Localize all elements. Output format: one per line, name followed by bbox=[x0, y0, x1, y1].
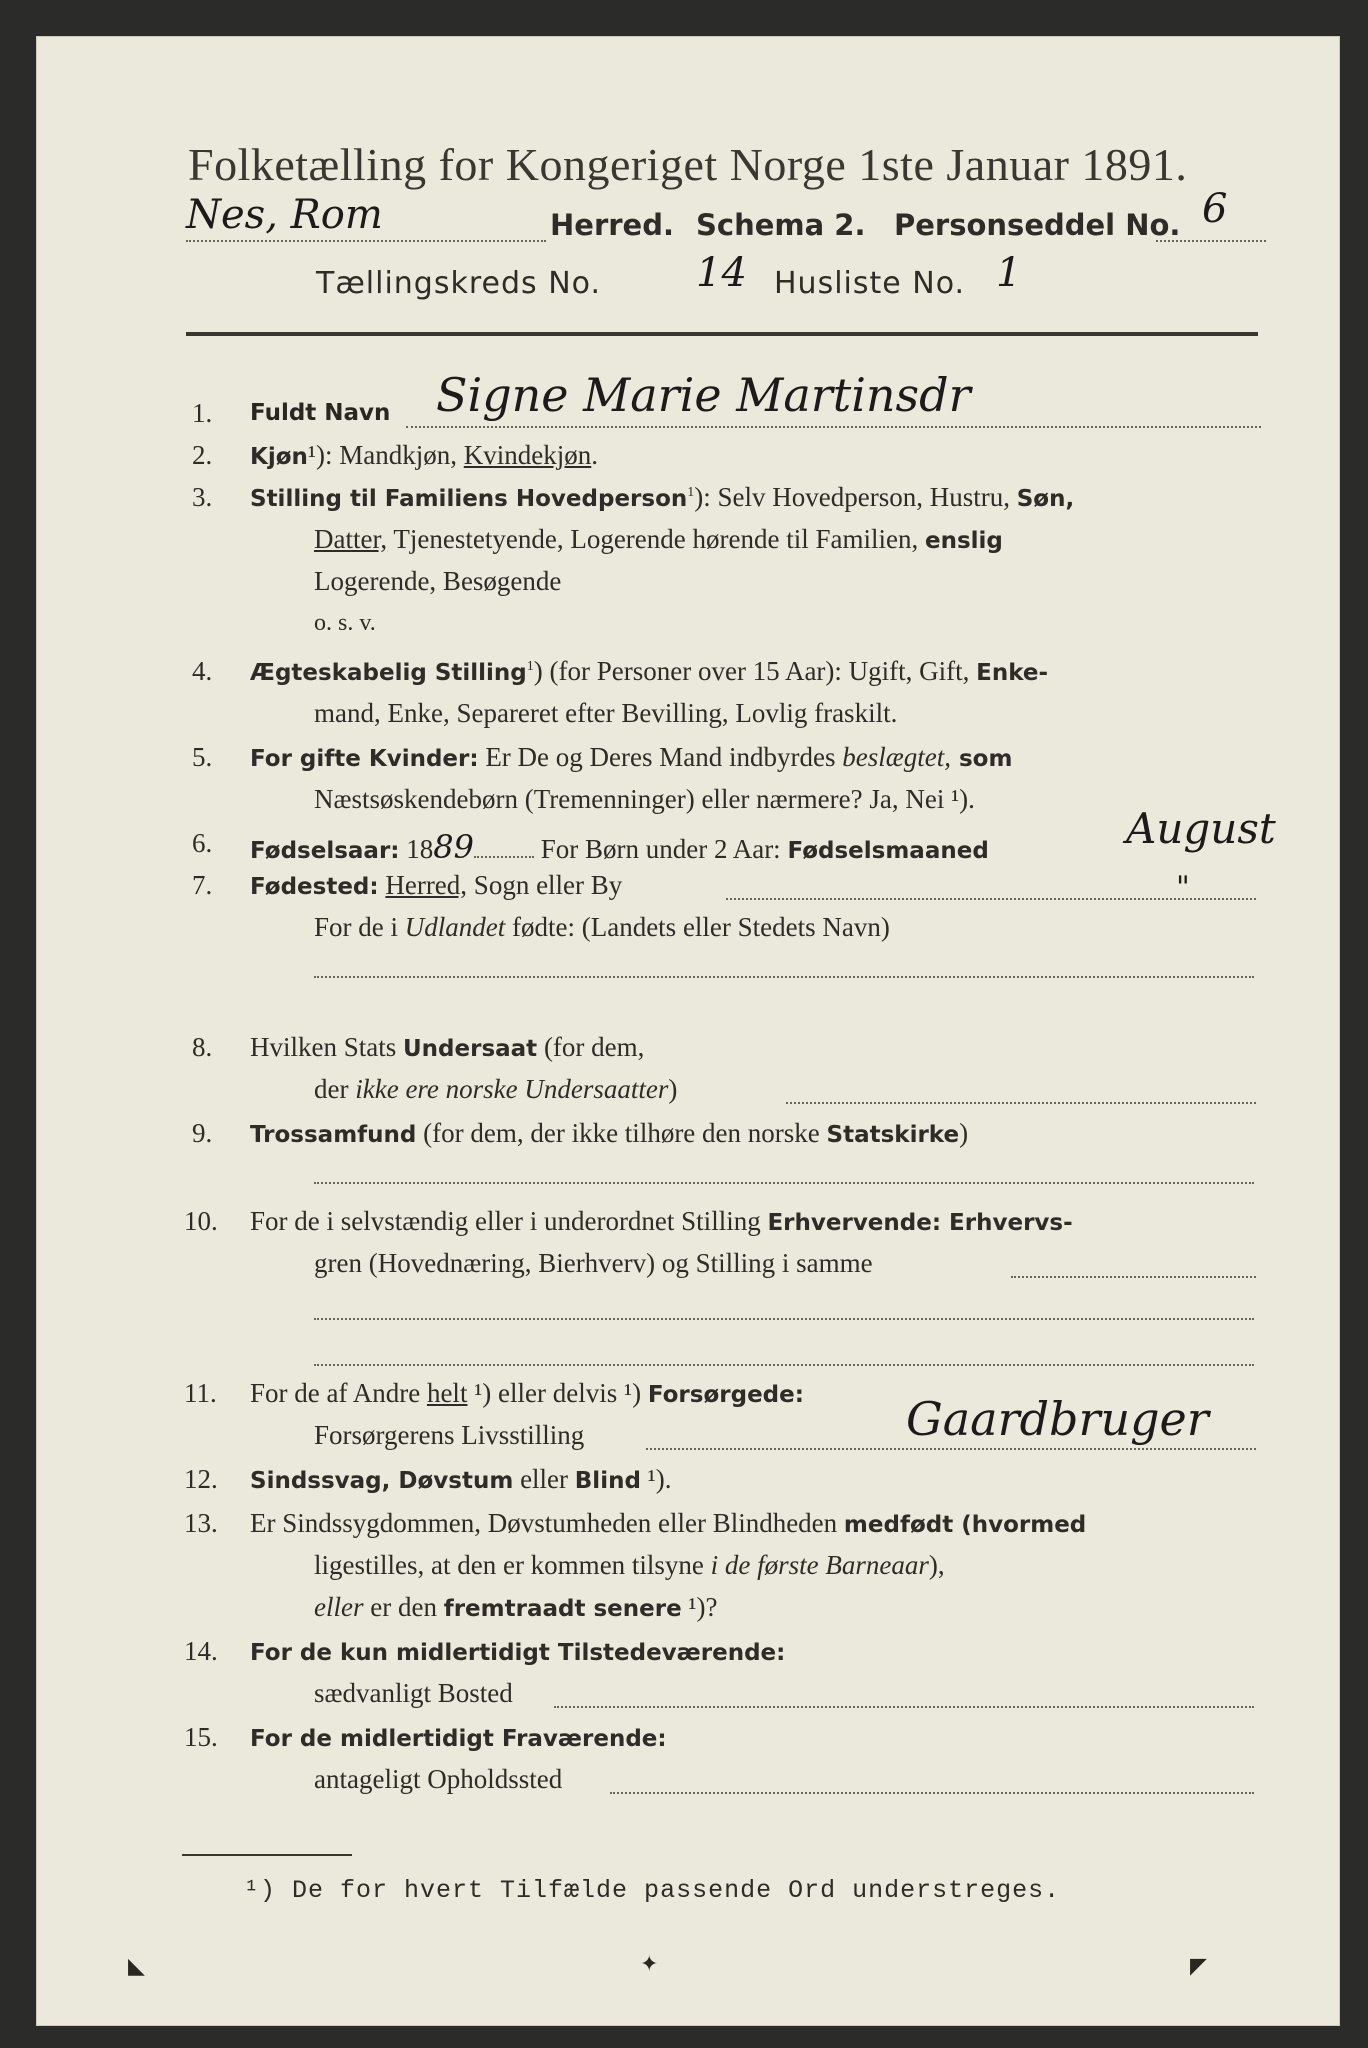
item-7-text-a: Sogn eller By bbox=[467, 870, 623, 900]
corner-mark-right: ◤ bbox=[1190, 1954, 1207, 1979]
item-3-line-1: Stilling til Familiens Hovedperson$^1$): Selv Hovedperson, Hustru, Søn, bbox=[250, 482, 1075, 512]
item-13-text-c: ), bbox=[928, 1550, 945, 1580]
item-10-line-1 bbox=[250, 1206, 1073, 1237]
item-3-line-2 bbox=[314, 524, 1003, 555]
item-2-sup: ¹ bbox=[307, 440, 316, 470]
item-11-helt: helt bbox=[426, 1378, 468, 1408]
item-10-number: 10. bbox=[184, 1206, 218, 1236]
item-15-label: For de midlertidigt Fraværende: bbox=[250, 1726, 667, 1752]
item-8-dotline bbox=[786, 1102, 1256, 1104]
item-3-number: 3. bbox=[192, 482, 213, 512]
item-10-line-2: gren (Hovednæring, Bierhverv) og Stilling i samme bbox=[314, 1248, 873, 1278]
item-5-line-2: Næstsøskendebørn (Tremenninger) eller nærmere? Ja, Nei ¹). bbox=[314, 784, 975, 814]
herred-dotline bbox=[186, 240, 546, 242]
item-2-text-c: . bbox=[591, 440, 598, 470]
item-13-line-2 bbox=[314, 1550, 945, 1581]
item-4-line-2: mand, Enke, Separeret efter Bevilling, Lovlig fraskilt. bbox=[314, 698, 898, 728]
item-14-label: For de kun midlertidigt Tilstedeværende: bbox=[250, 1640, 786, 1666]
item-8-text-a: Hvilken Stats bbox=[250, 1032, 403, 1062]
item-9-dotline bbox=[314, 1182, 1254, 1184]
item-5-som: som bbox=[950, 746, 1013, 772]
item-9-text-a: (for dem, der ikke tilhøre den norske bbox=[416, 1118, 827, 1148]
item-8-number: 8. bbox=[192, 1032, 213, 1062]
item-6-text-a: For Børn under 2 Aar: bbox=[540, 834, 788, 864]
personseddel-value: 6 bbox=[1202, 186, 1228, 232]
footnote-text: ¹) De for hvert Tilfælde passende Ord understreges. bbox=[244, 1876, 1061, 1905]
item-8-text-b: (for dem, bbox=[537, 1032, 645, 1062]
item-2-kvindekjon: Kvindekjøn bbox=[463, 440, 592, 470]
item-7-dotline-2 bbox=[314, 976, 1254, 978]
item-11-text-a: For de af Andre bbox=[250, 1378, 427, 1408]
item-13-text-d: er den bbox=[363, 1592, 444, 1622]
item-11-line-2: Forsørgerens Livsstilling bbox=[314, 1420, 585, 1450]
item-8-text-d: ) bbox=[668, 1074, 678, 1104]
item-3-line-3: Logerende, Besøgende bbox=[314, 566, 562, 596]
item-7-number: 7. bbox=[192, 870, 213, 900]
item-14-number: 14. bbox=[184, 1636, 218, 1666]
item-7-udlandet: Udlandet bbox=[404, 912, 506, 942]
item-3-line-4: o. s. v. bbox=[314, 610, 376, 636]
item-7-label: Fødested: bbox=[250, 874, 379, 900]
item-13-text-a: Er Sindssygdommen, Døvstumheden eller Blindheden bbox=[250, 1508, 844, 1538]
item-2-label: Kjøn bbox=[250, 444, 308, 470]
item-1-number: 1. bbox=[192, 398, 213, 428]
item-8-line-1 bbox=[250, 1032, 644, 1063]
item-10-dotline-2 bbox=[314, 1318, 1254, 1320]
item-1-name-value: Signe Marie Martinsdr bbox=[436, 368, 971, 422]
item-11-number: 11. bbox=[184, 1378, 217, 1408]
item-4-number: 4. bbox=[192, 656, 213, 686]
item-3-enslig: enslig bbox=[924, 528, 1003, 554]
item-13-fremtraadt: fremtraadt senere bbox=[443, 1596, 682, 1622]
taellingskreds-label: Tællingskreds No. bbox=[316, 266, 601, 301]
item-10-dotline-3 bbox=[314, 1364, 1254, 1366]
item-13-number: 13. bbox=[184, 1508, 218, 1538]
census-form-page bbox=[36, 36, 1340, 2026]
header-rule bbox=[186, 332, 1258, 336]
item-10-dotline-1 bbox=[1011, 1276, 1256, 1278]
item-6-label: Fødselsaar: bbox=[250, 838, 400, 864]
item-5-label: For gifte Kvinder: bbox=[250, 746, 479, 772]
item-13-medfodt: medfødt (hvormed bbox=[843, 1512, 1087, 1538]
item-6-year-prefix: 18 bbox=[406, 834, 434, 864]
item-11-value: Gaardbruger bbox=[906, 1392, 1209, 1446]
item-12-blind: Blind bbox=[574, 1468, 641, 1494]
item-5-text-a: Er De og Deres Mand indbyrdes bbox=[478, 742, 843, 772]
husliste-label: Husliste No. bbox=[774, 266, 966, 301]
item-4-text-a: ) (for Personer over 15 Aar): Ugift, Gift, bbox=[533, 656, 977, 686]
item-11-forsorgede: Forsørgede: bbox=[647, 1382, 804, 1408]
form-title: Folketælling for Kongeriget Norge 1ste Januar 1891. bbox=[188, 139, 1188, 190]
item-14-line-2: sædvanligt Bosted bbox=[314, 1678, 513, 1708]
item-15-line-1 bbox=[250, 1722, 667, 1753]
item-10-erhvervende: Erhvervende: Erhvervs- bbox=[767, 1210, 1073, 1236]
item-12-line bbox=[250, 1464, 672, 1495]
item-2-number: 2. bbox=[192, 440, 213, 470]
husliste-value: 1 bbox=[996, 250, 1022, 296]
item-14-dotline bbox=[554, 1706, 1254, 1708]
item-15-dotline bbox=[610, 1792, 1254, 1794]
item-7-line-1 bbox=[250, 870, 622, 901]
item-6-number: 6. bbox=[192, 828, 213, 858]
item-6-maaned-value: August bbox=[1126, 804, 1276, 853]
item-7-herred: Herred, bbox=[385, 870, 468, 900]
item-13-eller: eller bbox=[314, 1592, 364, 1622]
item-3-label: Stilling til Familiens Hovedperson bbox=[250, 486, 688, 512]
item-8-text-c: der bbox=[314, 1074, 356, 1104]
item-3-datter: Datter, bbox=[314, 524, 388, 554]
footnote-rule bbox=[182, 1854, 352, 1856]
item-4-label: Ægteskabelig Stilling bbox=[250, 660, 527, 686]
item-9-number: 9. bbox=[192, 1118, 213, 1148]
item-11-line-1 bbox=[250, 1378, 804, 1409]
item-1-label: Fuldt Navn bbox=[250, 400, 391, 426]
item-12-label: Sindssvag, Døvstum bbox=[250, 1468, 514, 1494]
taellingskreds-value: 14 bbox=[696, 250, 747, 296]
herred-label: Herred. bbox=[550, 208, 674, 242]
item-8-ikke: ikke ere norske Undersaatter bbox=[355, 1074, 669, 1104]
personseddel-label: Personseddel No. bbox=[894, 208, 1181, 242]
item-13-text-b: ligestilles, at den er kommen tilsyne bbox=[314, 1550, 711, 1580]
item-12-number: 12. bbox=[184, 1464, 218, 1494]
item-15-line-2: antageligt Opholdssted bbox=[314, 1764, 563, 1794]
item-9-line bbox=[250, 1118, 968, 1149]
item-5-beslaegtet: beslægtet, bbox=[842, 742, 951, 772]
item-7-line-2 bbox=[314, 912, 890, 943]
item-13-text-e: ¹)? bbox=[681, 1592, 718, 1622]
item-7-value: " bbox=[1176, 870, 1190, 905]
item-15-number: 15. bbox=[184, 1722, 218, 1752]
item-9-statskirke: Statskirke bbox=[826, 1122, 960, 1148]
item-13-line-1 bbox=[250, 1508, 1086, 1539]
herred-value: Nes, Rom bbox=[186, 192, 383, 238]
item-2-line bbox=[250, 440, 598, 471]
item-11-dotline bbox=[646, 1448, 1256, 1450]
item-3-text-a: ): Selv Hovedperson, Hustru, bbox=[694, 482, 1017, 512]
item-7-text-b: For de i bbox=[314, 912, 405, 942]
item-6-maaned-label: Fødselsmaaned bbox=[787, 838, 989, 864]
corner-mark-left: ◣ bbox=[128, 1954, 145, 1979]
item-6-line bbox=[250, 828, 989, 866]
item-1-dotline bbox=[406, 426, 1261, 428]
item-3-text-b: Tjenestetyende, Logerende hørende til Familien, bbox=[387, 524, 925, 554]
item-4-line-1: Ægteskabelig Stilling$^1$) (for Personer over 15 Aar): Ugift, Gift, Enke- bbox=[250, 656, 1049, 686]
personseddel-dotline bbox=[1156, 240, 1266, 242]
item-5-line-1 bbox=[250, 742, 1012, 773]
item-6-year-value: 89 bbox=[433, 828, 474, 866]
item-9-label: Trossamfund bbox=[250, 1122, 417, 1148]
item-13-line-3 bbox=[314, 1592, 718, 1623]
item-12-text-a: eller bbox=[513, 1464, 575, 1494]
item-14-line-1 bbox=[250, 1636, 785, 1667]
item-8-undersaat: Undersaat bbox=[403, 1036, 538, 1062]
item-3-son: Søn, bbox=[1016, 486, 1075, 512]
item-12-text-b: ¹). bbox=[640, 1464, 672, 1494]
item-8-line-2 bbox=[314, 1074, 677, 1105]
item-5-number: 5. bbox=[192, 742, 213, 772]
center-mark: ✦ bbox=[640, 1952, 659, 1977]
item-2-text-a: ): Mandkjøn, bbox=[316, 440, 464, 470]
item-9-text-b: ) bbox=[959, 1118, 969, 1148]
item-7-text-c: fødte: (Landets eller Stedets Navn) bbox=[505, 912, 890, 942]
item-13-forste: i de første Barneaar bbox=[710, 1550, 929, 1580]
item-4-enke: Enke- bbox=[976, 660, 1049, 686]
item-10-text-a: For de i selvstændig eller i underordnet Stilling bbox=[250, 1206, 768, 1236]
schema-label: Schema 2. bbox=[696, 208, 866, 242]
item-11-text-b: ¹) eller delvis ¹) bbox=[467, 1378, 648, 1408]
